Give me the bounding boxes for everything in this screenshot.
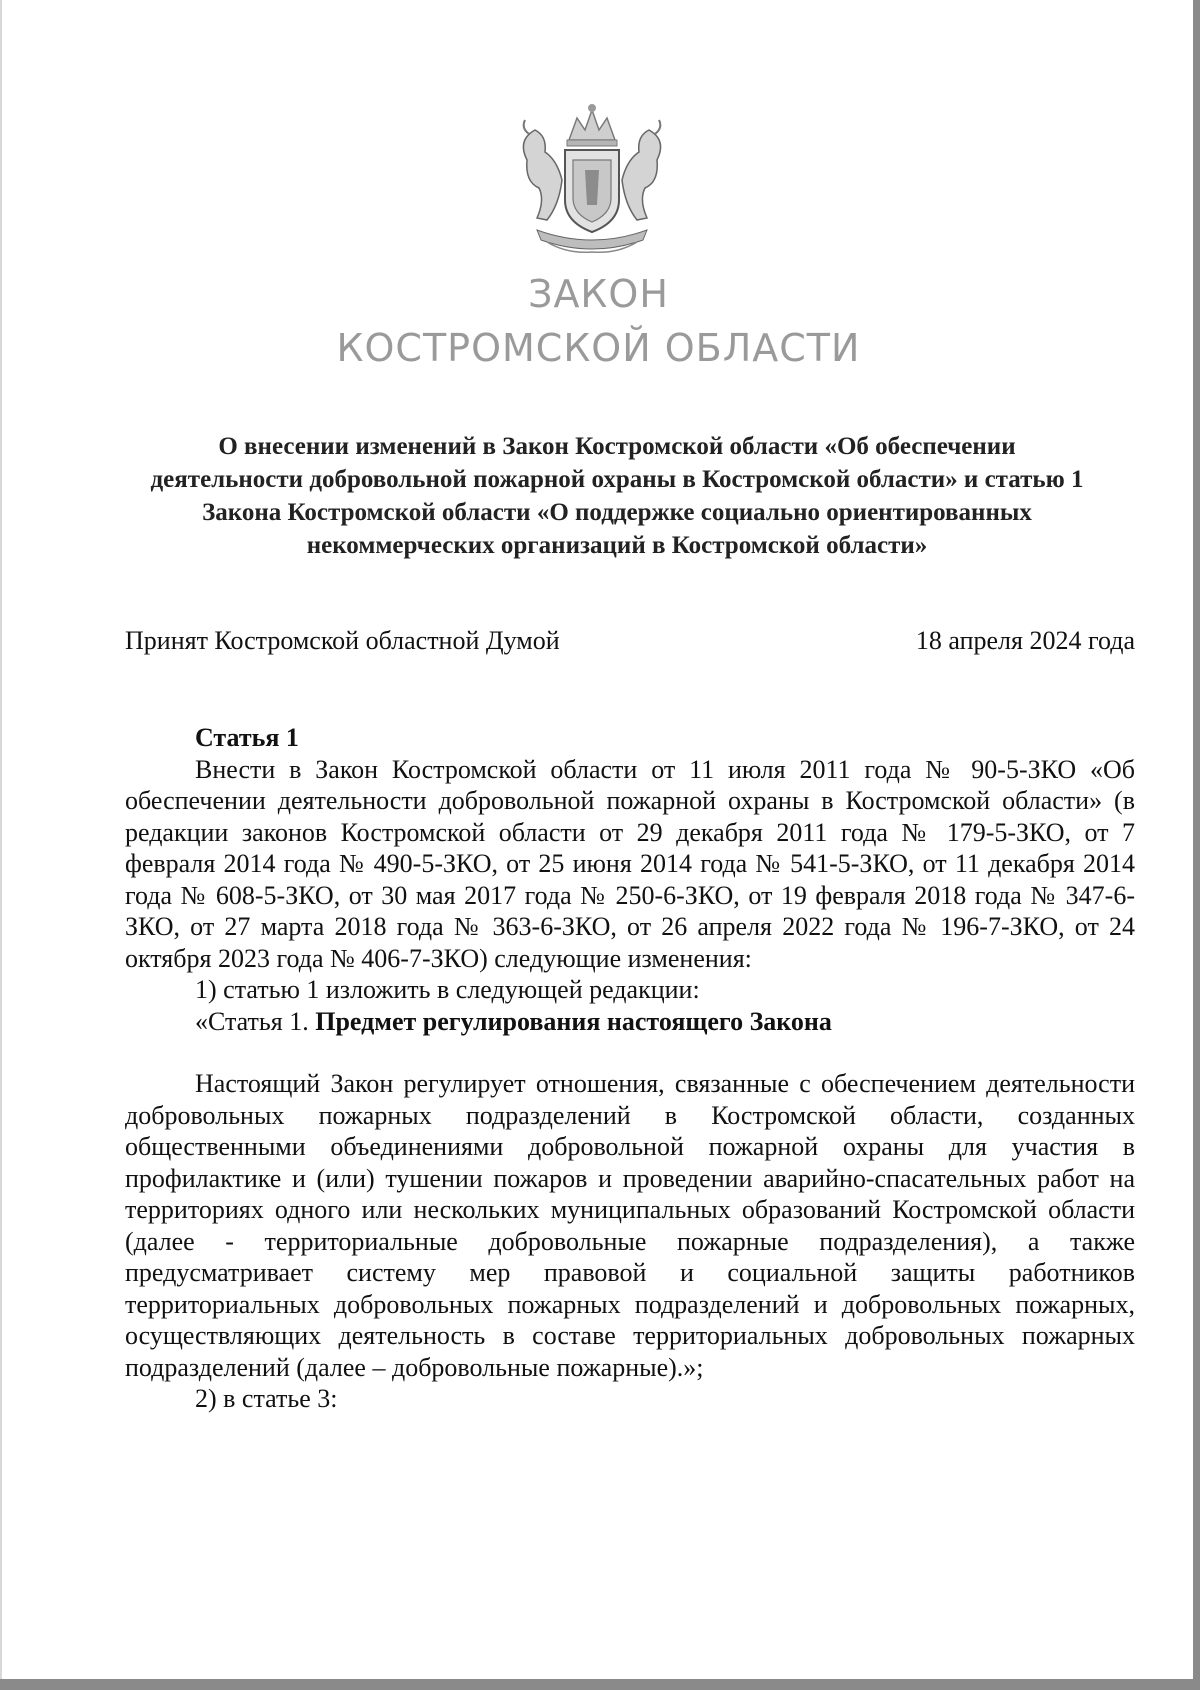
region-title: КОСТРОМСКОЙ ОБЛАСТИ [336, 326, 861, 370]
document-type-title: ЗАКОН [528, 272, 669, 316]
quoted-article-prefix: «Статья 1. [195, 1006, 316, 1036]
quoted-article-heading [125, 1006, 1135, 1038]
article-intro-paragraph: Внести в Закон Костромской области от 11 июля 2011 года № 90-5-ЗКО «Об обеспечении деятельности добровольной пожарной охраны в Костромской области» (в редакции законов Костромской области от 29 декабря 2011 года № 179-5-ЗКО, от 7 февраля 2014 года № 490-5-ЗКО, от 25 июня 2014 года № 541-5-ЗКО, от 11 декабря 2014 года № 608-5-ЗКО, от 30 мая 2017 года № 250-6-ЗКО, от 19 февраля 2018 года № 347-6-ЗКО, от 27 марта 2018 года № 363-6-ЗКО, от 26 апреля 2022 года № 196-7-ЗКО, от 24 октября 2023 года № 406-7-ЗКО) следующие изменения: [125, 754, 1135, 973]
coat-of-arms-emblem [507, 100, 677, 260]
blank-line [125, 1037, 1135, 1068]
amendment-item-2: 2) в статье 3: [195, 1384, 338, 1413]
adopted-by: Принят Костромской областной Думой [125, 626, 560, 655]
page-bottom-edge [0, 1679, 1193, 1690]
document-body [125, 722, 1135, 1415]
quoted-article-title: Предмет регулирования настоящего Закона [315, 1006, 832, 1036]
article-heading: Статья 1 [195, 723, 299, 752]
amendment-item-1: 1) статью 1 изложить в следующей редакции: [195, 975, 700, 1004]
law-name: О внесении изменений в Закон Костромской области «Об обеспечении деятельности добровольной пожарной охраны в Костромской области» и статью 1 Закона Костромской области «О поддержке социально ориентированных некоммерческих организаций в Костромской области» [150, 433, 1084, 559]
quoted-article-text: Настоящий Закон регулирует отношения, связанные с обеспечением деятельности добровольных пожарных подразделений в Костромской области, созданных общественными объединениями добровольной пожарной охраны для участия в профилактике и (или) тушении пожаров и проведении аварийно-спасательных работ на территориях одного или нескольких муниципальных образований Костромской области (далее - территориальные добровольные пожарные подразделения), а также предусматривает систему мер правовой и социальной защиты работников территориальных добровольных пожарных подразделений и добровольных пожарных, осуществляющих деятельность в составе территориальных добровольных пожарных подразделений (далее – добровольные пожарные).»; [125, 1069, 1135, 1382]
adoption-date: 18 апреля 2024 года [915, 626, 1135, 655]
adoption-line [125, 626, 1135, 656]
